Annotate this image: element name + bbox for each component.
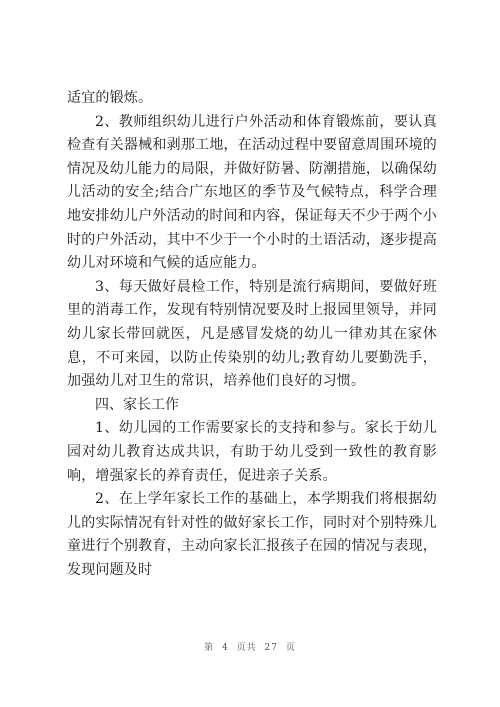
paragraph-parent-work-plan: 2、在上学年家长工作的基础上，本学期我们将根据幼儿的实际情况有针对性的做好家长工作，同时对个别特殊儿童进行个别教育，主动向家长汇报孩子在园的情况与表现，发现问题及时 (67, 491, 437, 578)
paragraph-parent-support: 1、幼儿园的工作需要家长的支持和参与。家长于幼儿园对幼儿教育达成共识，有助于幼儿受到一致性的教育影响，增强家长的养育责任，促进亲子关系。 (67, 420, 437, 484)
paragraph-outdoor-activities: 2、教师组织幼儿进行户外活动和体育锻炼前，要认真检查有关器械和剥那工地，在活动过程中要留意周围环境的情况及幼儿能力的局限，并做好防暑、防潮措施，以确保幼儿活动的安全;结合广东地区的季节及气候特点，科学合理地安排幼儿户外活动的时间和内容，保证每天不少于两个小时的户外活动，其中不少于一个小时的土语活动，逐步提高幼儿对环境和气候的适应能力。 (67, 113, 437, 272)
footer-total-pages: 27 (264, 643, 278, 653)
section-heading-parent-work: 四、家长工作 (95, 396, 179, 413)
page-footer (0, 640, 500, 653)
footer-page-number: 4 (222, 643, 229, 653)
footer-middle: 页共 (236, 643, 257, 653)
footer-suffix: 页 (285, 643, 296, 653)
paragraph-morning-check: 3、每天做好晨检工作，特别是流行病期间，要做好班里的消毒工作，发现有特别情况要及时上报园里领导，并同幼儿家长带回就医，凡是感冒发烧的幼儿一律劝其在家休息，不可来园，以防止传染别的幼儿;教育幼儿要勤洗手，加强幼儿对卫生的常识，培养他们良好的习惯。 (67, 278, 437, 390)
footer-prefix: 第 (204, 643, 215, 653)
document-body (67, 87, 437, 582)
paragraph-continuation: 适宜的锻炼。 (67, 90, 153, 106)
